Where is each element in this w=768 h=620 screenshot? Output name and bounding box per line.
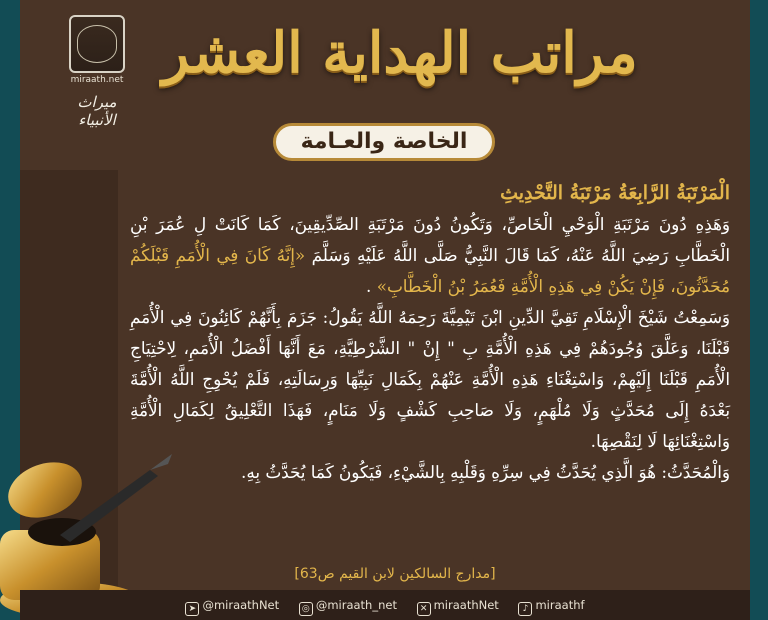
hadith-quote: «إِنَّهُ كَانَ فِي الْأُمَمِ قَبْلَكُمْ مُحَدَّثُونَ، فَإِنْ يَكُنْ فِي هَذِهِ الْأُمَّةِ فَعُمَرُ بْنُ الْخَطَّابِ» (130, 245, 730, 296)
tiktok-icon: ♪ (518, 602, 532, 616)
twitter-link[interactable] (417, 590, 499, 620)
section-heading: الْمَرْتَبَةُ الرَّابِعَةُ مَرْتَبَةُ التَّحْدِيثِ (500, 182, 730, 204)
subtitle-badge: الخاصة والعـامة (273, 123, 495, 161)
instagram-icon: ◎ (299, 602, 313, 616)
logo-name: ميراث الأنبياء (77, 93, 117, 129)
instagram-handle: @miraath_net (315, 598, 397, 612)
paragraph-1 (130, 209, 730, 302)
logo-site-url: miraath.net (70, 75, 124, 85)
article-text (130, 178, 730, 488)
twitter-icon: ✕ (417, 602, 431, 616)
telegram-link[interactable] (185, 590, 279, 620)
telegram-handle: @miraathNet (202, 598, 280, 612)
paragraph-3: وَالْمُحَدَّثُ: هُوَ الَّذِي يُحَدَّثُ فِي سِرِّهِ وَقَلْبِهِ بِالشَّيْءِ، فَيَكُونُ كَمَا يُحَدَّثُ بِهِ. (241, 462, 730, 482)
paragraph-2: وَسَمِعْتُ شَيْخَ الْإِسْلَامِ تَقِيَّ الدِّينِ ابْنَ تَيْمِيَّةَ رَحِمَهُ اللَّهُ يَقُولُ: جَزَمَ بِأَنَّهُمْ كَائِنُونَ فِي الْأُمَمِ قَبْلَنَا، وَعَلَّقَ وُجُودَهُمْ فِي هَذِهِ الْأُمَّةِ بِ " إِنْ " الشَّرْطِيَّةِ، مَعَ أَنَّهَا أَفْضَلُ الْأُمَمِ، لِاحْتِيَاجِ الْأُمَمِ قَبْلَنَا إِلَيْهِمْ، وَاسْتِغْنَاءِ هَذِهِ الْأُمَّةِ عَنْهُمْ بِكَمَالِ نَبِيِّهَا وَرِسَالَتِهِ، فَلَمْ يُحْوِجِ اللَّهُ الْأُمَّةَ بَعْدَهُ إِلَى مُحَدَّثٍ وَلَا مُلْهَمٍ، وَلَا صَاحِبِ كَشْفٍ وَلَا مَنَامٍ، فَهَذَا التَّعْلِيقُ لِكَمَالِ الْأُمَّةِ وَاسْتِغْنَائِهَا لَا لِنَقْصِهَا. (130, 307, 730, 451)
twitter-handle: miraathNet (433, 598, 499, 612)
page-title: مراتب الهداية العشر (162, 20, 638, 86)
site-logo (62, 15, 132, 129)
paragraph-1-text: وَهَذِهِ دُونَ مَرْتَبَةِ الْوَحْيِ الْخَاصِّ، وَتَكُونُ دُونَ مَرْتَبَةِ الصِّدِّيقِينَ، كَمَا كَانَتْ لِ عُمَرَ بْنِ الْخَطَّابِ رَضِيَ اللَّهُ عَنْهُ، كَمَا قَالَ النَّبِيُّ صَلَّى اللَّهُ عَلَيْهِ وَسَلَّمَ (130, 214, 730, 265)
logo-emblem-icon (69, 15, 125, 73)
social-footer (20, 590, 750, 620)
source-citation: [مدارج السالكين لابن القيم ص63] (294, 566, 496, 582)
tiktok-handle: miraathf (535, 598, 585, 612)
right-border (750, 0, 768, 620)
tiktok-link[interactable] (518, 590, 584, 620)
paragraph-1-end: . (366, 276, 377, 296)
telegram-icon: ➤ (185, 602, 199, 616)
instagram-link[interactable] (299, 590, 397, 620)
